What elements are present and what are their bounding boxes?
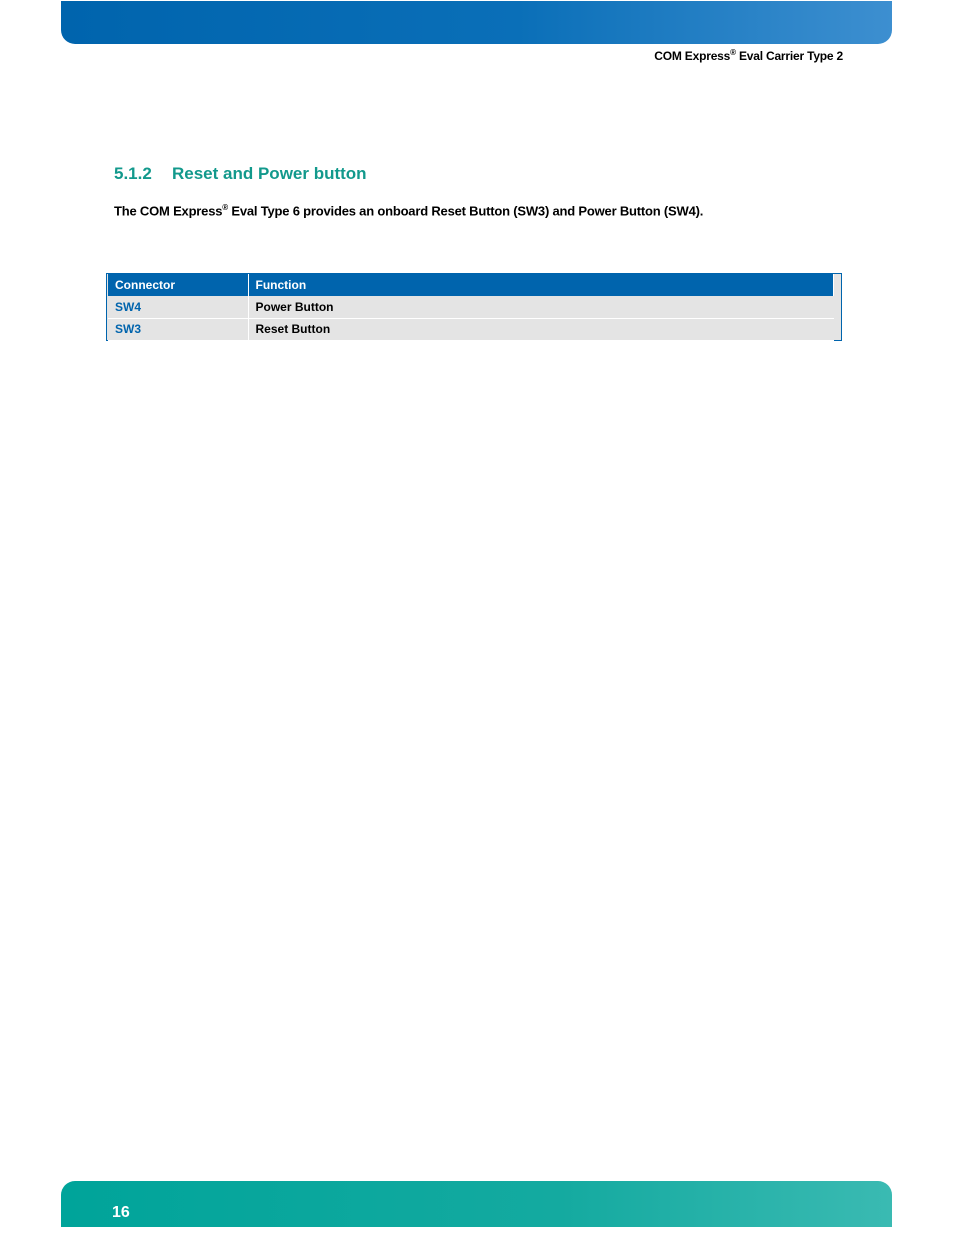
section-heading	[114, 164, 367, 184]
intro-registered-mark: ®	[222, 203, 228, 212]
page-number: 16	[112, 1204, 130, 1221]
intro-pre: The COM Express	[114, 203, 223, 219]
document-title	[654, 48, 843, 63]
connector-cell: SW4	[108, 296, 248, 318]
table-row	[108, 318, 834, 340]
function-cell: Reset Button	[248, 318, 834, 340]
table-row	[108, 296, 834, 318]
intro-paragraph	[114, 203, 703, 218]
intro-post: Eval Type 6 provides an onboard Reset Button (SW3) and Power Button (SW4).	[227, 203, 704, 219]
function-cell: Power Button	[248, 296, 834, 318]
header-function: Function	[248, 274, 834, 296]
table-header-row	[108, 274, 834, 296]
section-number: 5.1.2	[114, 164, 152, 183]
connector-cell: SW3	[108, 318, 248, 340]
connector-table	[106, 273, 842, 341]
header-bar	[61, 1, 892, 44]
doc-title-pre: COM Express	[654, 49, 731, 63]
footer-bar	[61, 1181, 892, 1227]
registered-mark: ®	[730, 48, 736, 57]
doc-title-post: Eval Carrier Type 2	[735, 49, 843, 63]
header-connector: Connector	[108, 274, 248, 296]
section-title: Reset and Power button	[172, 164, 367, 183]
